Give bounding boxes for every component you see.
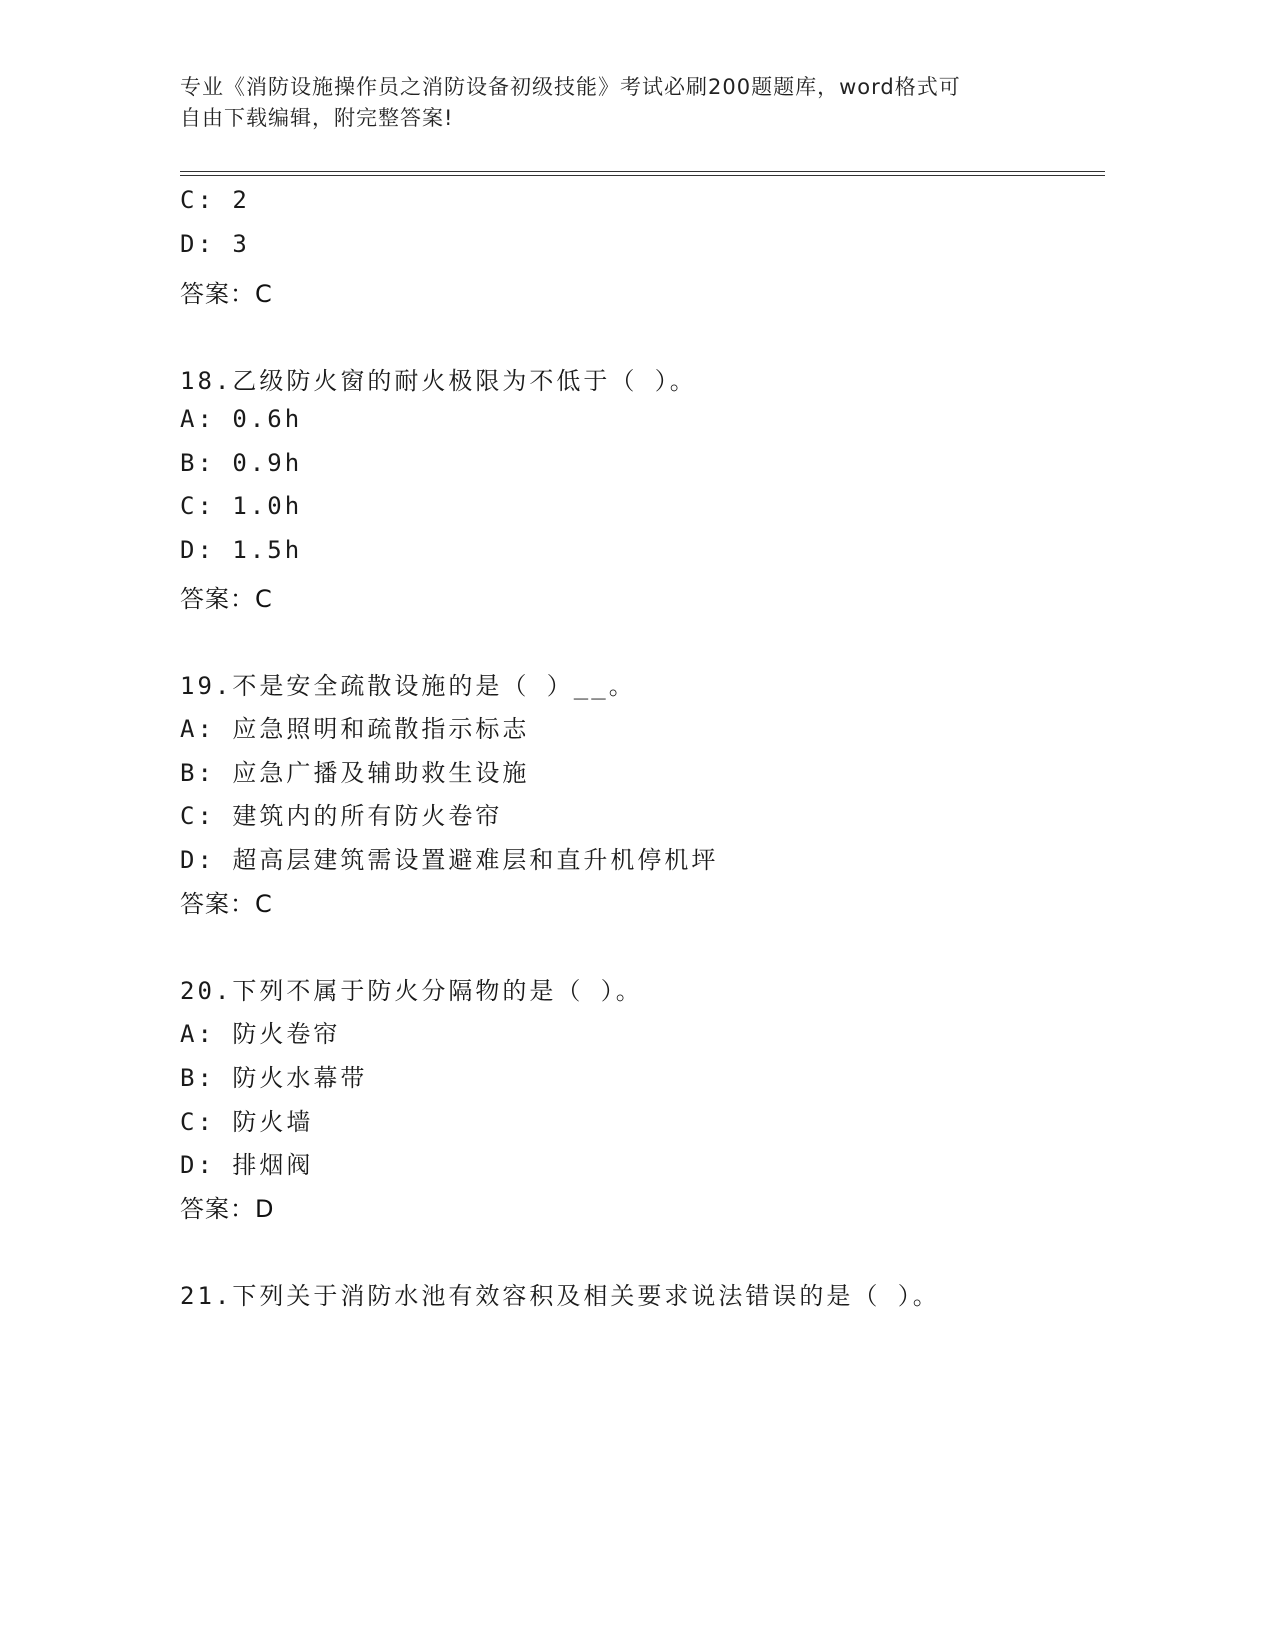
option-d: D: 1.5h — [180, 536, 303, 564]
option-b: B: 防火水幕带 — [180, 1064, 368, 1092]
option-b: B: 0.9h — [180, 449, 303, 477]
answer-line: 答案：C — [180, 585, 273, 613]
header-divider-bottom — [180, 175, 1105, 176]
option-d: D: 排烟阀 — [180, 1151, 314, 1179]
option-c: C: 建筑内的所有防火卷帘 — [180, 802, 503, 830]
option-a: A: 应急照明和疏散指示标志 — [180, 715, 530, 743]
question-stem: 18.乙级防火窗的耐火极限为不低于（ ）。 — [180, 367, 697, 395]
option-c: C: 防火墙 — [180, 1108, 314, 1136]
answer-line: 答案：C — [180, 280, 273, 308]
option-c: C: 2 — [180, 186, 250, 214]
question-stem: 20.下列不属于防火分隔物的是（ ）。 — [180, 977, 643, 1005]
option-c: C: 1.0h — [180, 492, 303, 520]
option-b: B: 应急广播及辅助救生设施 — [180, 759, 530, 787]
header-line-1: 专业《消防设施操作员之消防设备初级技能》考试必刷200题题库，word格式可 — [180, 75, 961, 99]
option-a: A: 防火卷帘 — [180, 1020, 341, 1048]
document-header — [180, 72, 1060, 134]
option-a: A: 0.6h — [180, 405, 303, 433]
option-d: D: 3 — [180, 230, 250, 258]
header-divider-top — [180, 171, 1105, 172]
header-line-2: 自由下载编辑，附完整答案! — [180, 106, 454, 130]
answer-line: 答案：C — [180, 890, 273, 918]
answer-line: 答案：D — [180, 1195, 275, 1223]
option-d: D: 超高层建筑需设置避难层和直升机停机坪 — [180, 846, 719, 874]
question-stem: 21.下列关于消防水池有效容积及相关要求说法错误的是（ ）。 — [180, 1282, 940, 1310]
question-stem: 19.不是安全疏散设施的是（ ）__。 — [180, 672, 636, 700]
